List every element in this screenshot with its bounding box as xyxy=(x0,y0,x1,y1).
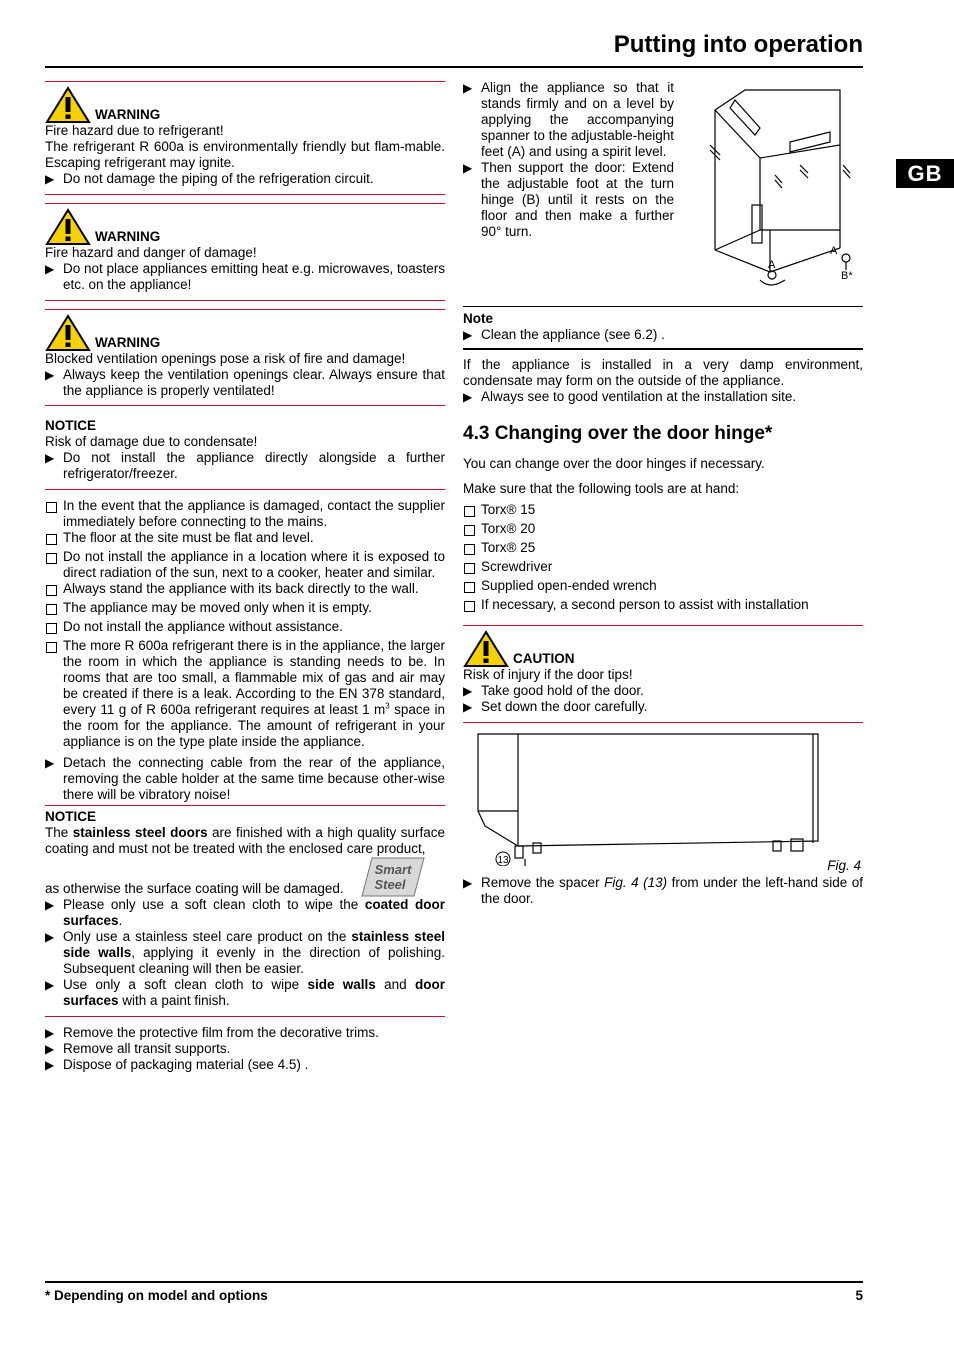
note-rule xyxy=(463,306,863,307)
checkbox-icon xyxy=(46,534,57,545)
svg-text:Smart: Smart xyxy=(374,862,412,877)
warning-label: WARNING xyxy=(95,335,161,350)
list-item: ▶ Do not damage the piping of the refrigeration circuit. xyxy=(45,171,374,186)
checkbox-icon xyxy=(46,585,57,596)
checkbox-icon xyxy=(46,642,57,653)
caution-text: Risk of injury if the door tips! xyxy=(463,667,633,682)
notice-label: NOTICE xyxy=(45,809,97,824)
checkbox-icon xyxy=(464,525,475,536)
checkbox-icon xyxy=(464,563,475,574)
checklist-item: Do not install the appliance in a location where it is exposed to direct radiation of the sun, next to a cooker, heater and similar. xyxy=(45,549,445,581)
smart-steel-row xyxy=(45,857,445,897)
list-item: ▶ Always keep the ventilation openings clear. Always ensure that the appliance is properly ventilated! xyxy=(45,367,445,398)
smart-steel-logo xyxy=(360,856,426,898)
figure-4 xyxy=(463,723,863,875)
list-item: ▶ Remove the protective film from the decorative trims. xyxy=(45,1025,379,1040)
appliance-levelling-figure xyxy=(700,80,865,295)
list-item: ▶ Then support the door: Extend the adjustable foot at the turn hinge (B) until it rests on the floor and then make a further 90° turn. xyxy=(463,160,674,239)
notice-label: NOTICE xyxy=(45,418,97,433)
list-item: ▶ Dispose of packaging material (see 4.5) . xyxy=(45,1057,309,1072)
list-item: ▶ Use only a soft clean cloth to wipe side walls and door surfaces with a paint finish. xyxy=(45,977,445,1008)
bullet-arrow-icon: ▶ xyxy=(463,161,473,175)
bullet-arrow-icon: ▶ xyxy=(45,451,55,465)
checkbox-icon xyxy=(46,604,57,615)
checklist-item: The more R 600a refrigerant there is in the appliance, the larger the room in which the appliance is standing needs to be. In rooms that are too small, a flammable mix of gas and air may be created if there is a leak. According to the EN 378 standard, every 11 g of R 600a refrigerant requires at least 1 $m^3$ space in the room for the appliance. The amount of refrigerant in your appliance is on the type plate inside the appliance. xyxy=(45,638,445,750)
list-item: ▶ Take good hold of the door. xyxy=(463,683,644,698)
warning-triangle-icon xyxy=(45,86,91,124)
paragraph: You can change over the door hinges if necessary. xyxy=(463,456,765,471)
right-column xyxy=(463,306,863,907)
caution-header xyxy=(463,626,863,667)
door-spacer-figure xyxy=(473,731,823,866)
warning-text: Fire hazard and danger of damage! xyxy=(45,245,257,260)
align-instructions xyxy=(463,80,674,240)
bullet-arrow-icon: ▶ xyxy=(45,756,55,770)
checkbox-icon xyxy=(464,601,475,612)
checklist-item: The appliance may be moved only when it is empty. xyxy=(45,600,445,616)
footer-note: * Depending on model and options xyxy=(45,1288,268,1303)
bullet-arrow-icon: ▶ xyxy=(463,876,473,890)
warning-header xyxy=(45,82,445,123)
bullet-arrow-icon: ▶ xyxy=(45,898,55,912)
bullet-arrow-icon: ▶ xyxy=(463,390,473,404)
language-tab: GB xyxy=(896,159,954,188)
warning-triangle-icon xyxy=(45,208,91,246)
list-item: ▶ Detach the connecting cable from the rear of the appliance, removing the cable holder at the same time because other-wise there will be vibratory noise! xyxy=(45,755,445,802)
warning-text: Blocked ventilation openings pose a risk of fire and damage! xyxy=(45,351,406,366)
page-title: Putting into operation xyxy=(613,31,863,58)
bullet-arrow-icon: ▶ xyxy=(45,978,55,992)
figure-caption: Fig. 4 xyxy=(827,858,861,873)
checklist-item: If necessary, a second person to assist with installation xyxy=(463,597,863,613)
warning-text: The refrigerant R 600a is environmentally friendly but flam-mable. Escaping refrigerant may ignite. xyxy=(45,139,445,170)
bullet-arrow-icon: ▶ xyxy=(463,81,473,95)
caution-label: CAUTION xyxy=(513,651,575,666)
bullet-arrow-icon: ▶ xyxy=(463,684,473,698)
notice-text: The stainless steel doors are finished with a high quality surface coating and must not be treated with the enclosed care product, xyxy=(45,825,446,856)
bullet-arrow-icon: ▶ xyxy=(45,1058,55,1072)
paragraph: If the appliance is installed in a very damp environment, condensate may form on the outside of the appliance. xyxy=(463,357,863,388)
list-item: ▶ Align the appliance so that it stands firmly and on a level by applying the accompanying spanner to the adjustable-height feet (A) and using a spirit level. xyxy=(463,80,674,159)
bullet-arrow-icon: ▶ xyxy=(45,172,55,186)
warning-header xyxy=(45,204,445,245)
list-item: ▶ Please only use a soft clean cloth to wipe the coated door surfaces. xyxy=(45,897,445,928)
checklist-item: Supplied open-ended wrench xyxy=(463,578,863,594)
svg-text:Steel: Steel xyxy=(374,877,406,892)
bullet-arrow-icon: ▶ xyxy=(463,700,473,714)
checklist-item: Torx® 15 xyxy=(463,502,863,518)
notice-text: Risk of damage due to condensate! xyxy=(45,434,258,449)
note-label: Note xyxy=(463,311,493,326)
checkbox-icon xyxy=(464,582,475,593)
left-column xyxy=(45,81,445,1073)
warning-label: WARNING xyxy=(95,107,161,122)
svg-text:A: A xyxy=(768,259,776,271)
notice-rule xyxy=(45,805,445,806)
checkbox-icon xyxy=(46,502,57,513)
checkbox-icon xyxy=(46,553,57,564)
checklist-item: Do not install the appliance without assistance. xyxy=(45,619,445,635)
checklist-item: Torx® 20 xyxy=(463,521,863,537)
bullet-arrow-icon: ▶ xyxy=(463,328,473,342)
page-number: 5 xyxy=(855,1288,863,1303)
list-item: ▶ Remove the spacer Fig. 4 (13) from under the left-hand side of the door. xyxy=(463,875,863,906)
bullet-arrow-icon: ▶ xyxy=(45,262,55,276)
checklist-item: Torx® 25 xyxy=(463,540,863,556)
warning-label: WARNING xyxy=(95,229,161,244)
checklist-item: Always stand the appliance with its back directly to the wall. xyxy=(45,581,445,597)
checklist-item: Screwdriver xyxy=(463,559,863,575)
section-heading: 4.3 Changing over the door hinge* xyxy=(463,423,773,444)
note-rule xyxy=(463,348,863,350)
list-item: ▶ Do not place appliances emitting heat e.g. microwaves, toasters etc. on the appliance! xyxy=(45,261,445,292)
warning-text: Fire hazard due to refrigerant! xyxy=(45,123,224,138)
list-item: ▶ Do not install the appliance directly alongside a further refrigerator/freezer. xyxy=(45,450,445,481)
warning-rule xyxy=(45,194,445,195)
warning-rule xyxy=(45,300,445,301)
checklist-item: The floor at the site must be flat and level. xyxy=(45,530,445,546)
list-item: ▶ Always see to good ventilation at the installation site. xyxy=(463,389,797,404)
paragraph: Make sure that the following tools are at hand: xyxy=(463,481,740,496)
list-item: ▶ Clean the appliance (see 6.2) . xyxy=(463,327,665,342)
bullet-arrow-icon: ▶ xyxy=(45,1026,55,1040)
bullet-arrow-icon: ▶ xyxy=(45,368,55,382)
bullet-arrow-icon: ▶ xyxy=(45,1042,55,1056)
list-item: ▶ Set down the door carefully. xyxy=(463,699,648,714)
checklist-item: In the event that the appliance is damaged, contact the supplier immediately before connecting to the mains. xyxy=(45,498,445,530)
bullet-arrow-icon: ▶ xyxy=(45,930,55,944)
svg-text:A: A xyxy=(830,245,838,257)
list-item: ▶ Only use a stainless steel care product on the stainless steel side walls, applying it evenly in the direction of polishing. Subsequent cleaning will then be easier. xyxy=(45,929,445,976)
checkbox-icon xyxy=(464,506,475,517)
header-rule xyxy=(45,66,863,68)
warning-triangle-icon xyxy=(463,630,509,668)
svg-text:13: 13 xyxy=(497,855,509,866)
checkbox-icon xyxy=(46,623,57,634)
list-item: ▶ Remove all transit supports. xyxy=(45,1041,231,1056)
footer-rule xyxy=(45,1281,863,1283)
notice-text: as otherwise the surface coating will be damaged. xyxy=(45,881,344,896)
warning-triangle-icon xyxy=(45,314,91,352)
warning-header xyxy=(45,310,445,351)
svg-text:B*: B* xyxy=(841,270,853,282)
checkbox-icon xyxy=(464,544,475,555)
